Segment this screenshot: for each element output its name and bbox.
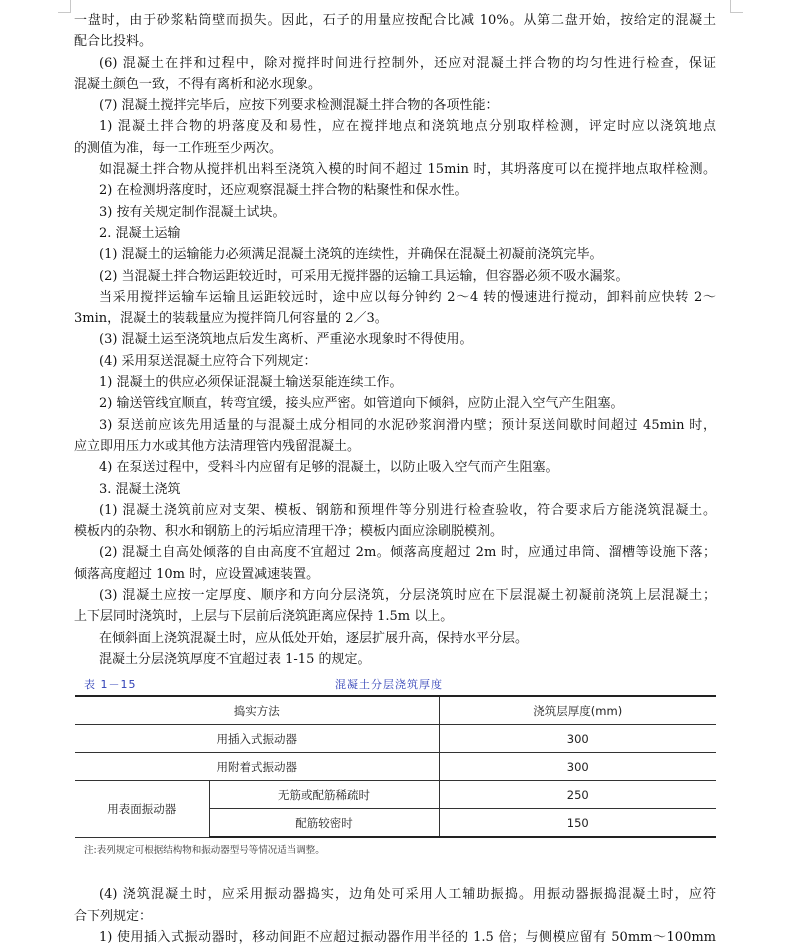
text-line: (3) 混凝土应按一定厚度、顺序和方向分层浇筑，分层浇筑时应在下层混凝土初凝前浇筑上层混凝土； bbox=[99, 588, 716, 604]
text-line: 1) 混凝土的供应必须保证混凝土输送泵能连续工作。 bbox=[99, 375, 403, 391]
text-line: (2) 当混凝土拌合物运距较近时，可采用无搅拌器的运输工具运输，但容器必须不吸水漏浆。 bbox=[99, 268, 629, 284]
text-line: (4) 采用泵送混凝土应符合下列规定： bbox=[99, 353, 317, 369]
text-line: (6) 混凝土在拌和过程中，除对搅拌时间进行控制外，还应对混凝土拌合物的均匀性进行检查，保证 bbox=[99, 55, 716, 71]
thickness-cell: 150 bbox=[439, 809, 716, 838]
thickness-cell: 300 bbox=[439, 725, 716, 753]
text-line: 3min，混凝土的装载量应为搅拌筒几何容量的 2／3。 bbox=[74, 311, 388, 327]
text-line: 上下层同时浇筑时，上层与下层前后浇筑距离应保持 1.5m 以上。 bbox=[74, 609, 454, 625]
text-line: 在倾斜面上浇筑混凝土时，应从低处开始，逐层扩展升高，保持水平分层。 bbox=[99, 630, 529, 646]
text-line: (4) 浇筑混凝土时，应采用振动器捣实，边角处可采用人工辅助振捣。用振动器振捣混凝土时，应符 bbox=[99, 887, 716, 903]
table-row bbox=[75, 725, 716, 753]
table-caption bbox=[74, 673, 716, 695]
table-row bbox=[75, 753, 716, 781]
method-cell: 用插入式振动器 bbox=[75, 725, 439, 753]
surface-vibrator-cell: 用表面振动器 bbox=[75, 781, 209, 838]
condition-cell: 配筋较密时 bbox=[209, 809, 439, 838]
method-cell: 用附着式振动器 bbox=[75, 753, 439, 781]
text-line: 的测值为准，每一工作班至少两次。 bbox=[74, 140, 283, 156]
condition-cell: 无筋或配筋稀疏时 bbox=[209, 781, 439, 809]
header-thickness: 浇筑层厚度(mm) bbox=[439, 696, 716, 725]
text-line: 一盘时，由于砂浆粘筒壁而损失。因此，石子的用量应按配合比减 10%。从第二盘开始，按给定的混凝土 bbox=[74, 13, 716, 28]
text-line: 4) 在泵送过程中，受料斗内应留有足够的混凝土，以防止吸入空气而产生阻塞。 bbox=[99, 460, 559, 476]
text-line: 配合比投料。 bbox=[74, 34, 153, 50]
text-line: 混凝土分层浇筑厚度不宜超过表 1-15 的规定。 bbox=[99, 651, 371, 667]
table-title: 混凝土分层浇筑厚度 bbox=[335, 678, 443, 692]
text-line: (3) 混凝土运至浇筑地点后发生离析、严重泌水现象时不得使用。 bbox=[99, 332, 473, 348]
text-line: 倾落高度超过 10m 时，应设置减速装置。 bbox=[74, 566, 320, 582]
text-line: (1) 混凝土浇筑前应对支架、模板、钢筋和预埋件等分别进行检查验收，符合要求后方能浇筑混凝土。 bbox=[99, 502, 716, 518]
text-line: 模板内的杂物、积水和钢筋上的污垢应清理干净；模板内面应涂刷脱模剂。 bbox=[74, 524, 504, 540]
text-line: 1) 使用插入式振动器时，移动间距不应超过振动器作用半径的 1.5 倍；与侧模应留有 50mm～100mm bbox=[99, 929, 716, 945]
text-line: (2) 混凝土自高处倾落的自由高度不宜超过 2m。倾落高度超过 2m 时，应通过串筒、溜槽等设施下落； bbox=[99, 545, 716, 561]
header-method: 捣实方法 bbox=[75, 696, 439, 725]
section-heading: 2. 混凝土运输 bbox=[99, 225, 181, 241]
table-row bbox=[75, 781, 716, 809]
text-line: 如混凝土拌合物从搅拌机出料至浇筑入模的时间不超过 15min 时，其坍落度可以在搅拌地点取样检测。 bbox=[99, 162, 716, 178]
text-line: 合下列规定： bbox=[74, 908, 153, 924]
text-line: 1) 混凝土拌合物的坍落度及和易性，应在搅拌地点和浇筑地点分别取样检测，评定时应以浇筑地点 bbox=[99, 119, 716, 135]
text-line: (1) 混凝土的运输能力必须满足混凝土浇筑的连续性，并确保在混凝土初凝前浇筑完毕。 bbox=[99, 247, 603, 263]
thickness-cell: 250 bbox=[439, 781, 716, 809]
document-page bbox=[74, 10, 716, 948]
text-line: 2) 输送管线宜顺直，转弯宜缓，接头应严密。如管道向下倾斜，应防止混入空气产生阻塞。 bbox=[99, 396, 624, 412]
margin-mark-left bbox=[58, 0, 71, 13]
text-line: (7) 混凝土搅拌完毕后，应按下列要求检测混凝土拌合物的各项性能： bbox=[99, 98, 499, 114]
table-header-row bbox=[75, 696, 716, 725]
text-line: 2) 在检测坍落度时，还应观察混凝土拌合物的粘聚性和保水性。 bbox=[99, 183, 468, 199]
text-line: 混凝土颜色一致，不得有离析和泌水现象。 bbox=[74, 76, 322, 92]
thickness-table bbox=[75, 695, 716, 838]
table-number: 表 1－15 bbox=[84, 678, 137, 692]
text-line: 应立即用压力水或其他方法清理管内残留混凝土。 bbox=[74, 438, 361, 454]
text-line: 3) 按有关规定制作混凝土试块。 bbox=[99, 204, 286, 220]
table-note: 注:表列规定可根据结构物和振动器型号等情况适当调整。 bbox=[84, 845, 325, 857]
thickness-cell: 300 bbox=[439, 753, 716, 781]
section-heading: 3. 混凝土浇筑 bbox=[99, 481, 181, 497]
text-line: 3) 泵送前应该先用适量的与混凝土成分相同的水泥砂浆润滑内壁；预计泵送间歇时间超过 45min 时， bbox=[99, 417, 716, 433]
text-line: 当采用搅拌运输车运输且运距较远时，途中应以每分钟约 2～4 转的慢速进行搅动，卸料前应快转 2～ bbox=[99, 289, 716, 305]
margin-mark-right bbox=[730, 0, 743, 13]
